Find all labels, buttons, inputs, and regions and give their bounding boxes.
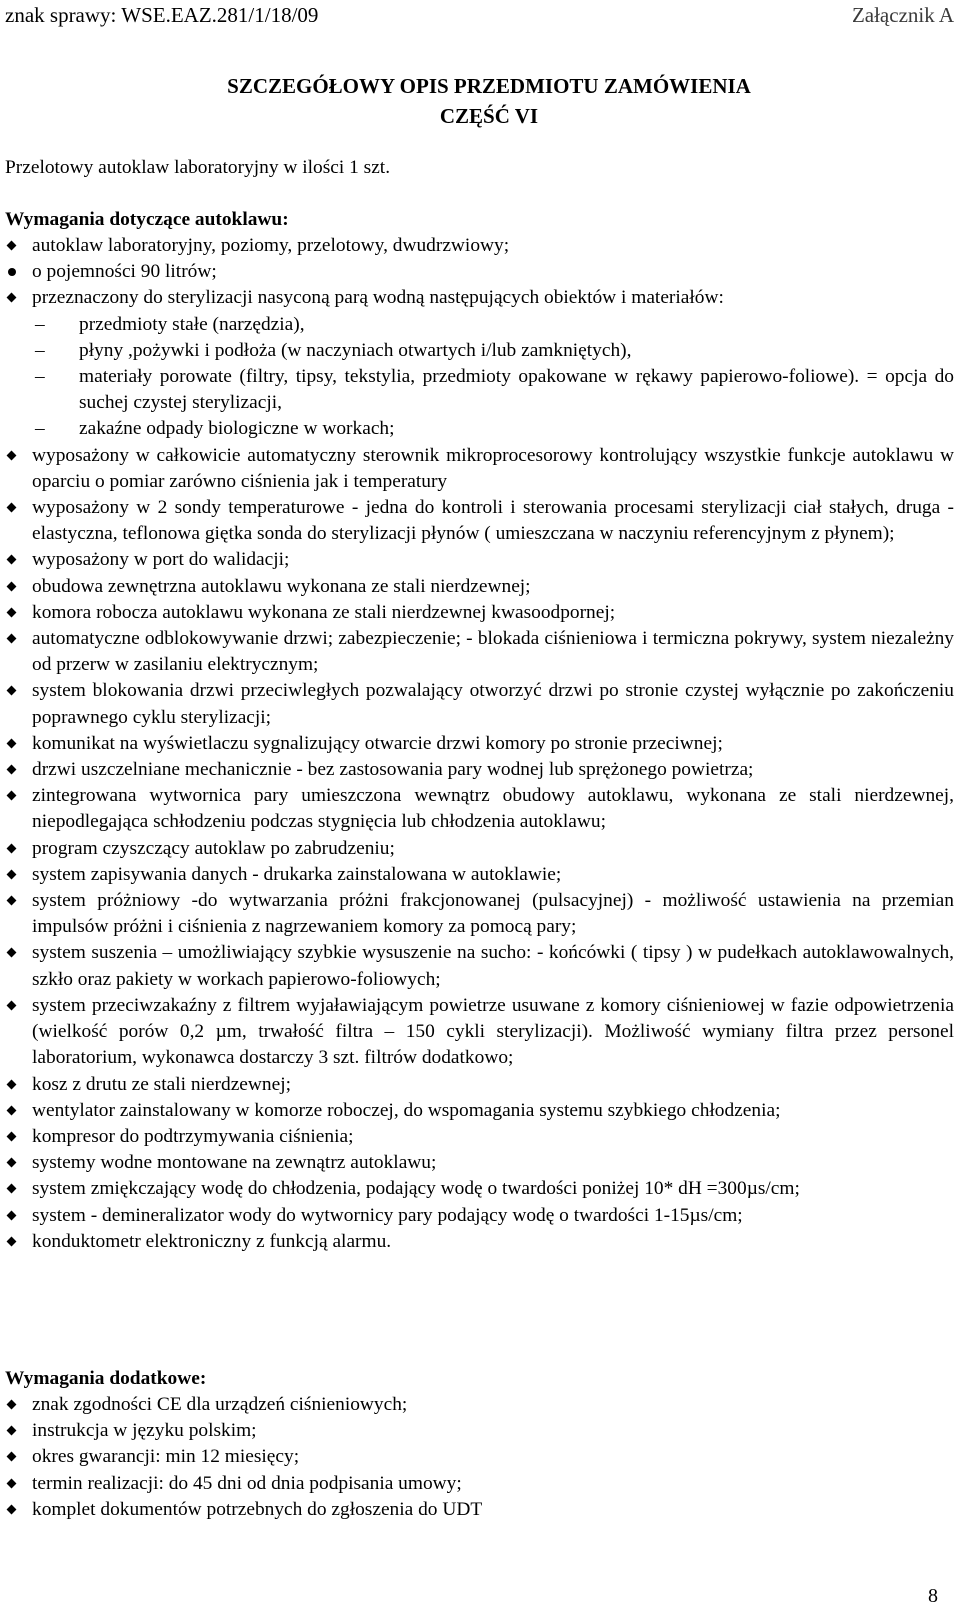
sub-list-item: – płyny ,pożywki i podłoża (w naczyniach otwartych i/lub zamkniętych), [5,338,954,364]
list-item: zintegrowana wytwornica pary umieszczona wewnątrz obudowy autoklawu, wykonana ze stali nierdzewnej, niepodlegająca schłodzeniu podczas stygnięcia lub chłodzenia autoklawu; [5,783,954,835]
list-item: wyposażony w 2 sondy temperaturowe - jedna do kontroli i sterowania procesami sterylizacji ciał stałych, druga - elastyczna, teflonowa giętka sonda do sterylizacji płynów ( umieszczana w naczyniu referencyjnym z płynem); [5,495,954,547]
list-item: automatyczne odblokowywanie drzwi; zabezpieczenie; - blokada ciśnieniowa i termiczna pokrywy, system niezależny od przerw w zasilaniu elektrycznym; [5,626,954,678]
list-item: kompresor do podtrzymywania ciśnienia; [5,1124,954,1150]
list-item: wentylator zainstalowany w komorze roboczej, do wspomagania systemu szybkiego chłodzenia; [5,1098,954,1124]
list-item: system zmiękczający wodę do chłodzenia, podający wodę o twardości poniżej 10* dH =300µs/cm; [5,1176,954,1202]
requirements-heading: Wymagania dotyczące autoklawu: [5,209,289,230]
list-item: system blokowania drzwi przeciwległych pozwalający otworzyć drzwi po stronie czystej wyłącznie po zakończeniu poprawnego cyklu sterylizacji; [5,678,954,730]
list-item: instrukcja w języku polskim; [5,1418,954,1444]
list-item: komplet dokumentów potrzebnych do zgłoszenia do UDT [5,1497,954,1523]
document-part: CZĘŚĆ VI [439,104,539,128]
list-item: wyposażony w port do walidacji; [5,547,954,573]
list-item: konduktometr elektroniczny z funkcją alarmu. [5,1229,954,1255]
additional-list [5,1392,954,1523]
list-item: system zapisywania danych - drukarka zainstalowana w autoklawie; [5,862,954,888]
sub-list-item: – przedmioty stałe (narzędzia), [5,312,954,338]
additional-heading: Wymagania dodatkowe: [5,1368,207,1389]
list-item: termin realizacji: do 45 dni od dnia podpisania umowy; [5,1471,954,1497]
list-item: znak zgodności CE dla urządzeń ciśnieniowych; [5,1392,954,1418]
list-item: o pojemności 90 litrów; [5,259,954,285]
case-number: znak sprawy: WSE.EAZ.281/1/18/09 [5,3,319,27]
page-header [5,0,954,30]
list-item: program czyszczący autoklaw po zabrudzeniu; [5,836,954,862]
list-item: wyposażony w całkowicie automatyczny sterownik mikroprocesorowy kontrolujący wszystkie funkcje autoklawu w oparciu o pomiar zarówno ciśnienia jak i temperatury [5,443,954,495]
list-item: autoklaw laboratoryjny, poziomy, przelotowy, dwudrzwiowy; [5,233,954,259]
list-item: obudowa zewnętrzna autoklawu wykonana ze stali nierdzewnej; [5,574,954,600]
list-item: komora robocza autoklawu wykonana ze stali nierdzewnej kwasoodpornej; [5,600,954,626]
list-item: drzwi uszczelniane mechanicznie - bez zastosowania pary wodnej lub sprężonego powietrza; [5,757,954,783]
list-item: komunikat na wyświetlaczu sygnalizujący otwarcie drzwi komory po stronie przeciwnej; [5,731,954,757]
subject-line: Przelotowy autoklaw laboratoryjny w ilości 1 szt. [5,157,391,178]
requirements-list [5,233,954,1255]
document-title: SZCZEGÓŁOWY OPIS PRZEDMIOTU ZAMÓWIENIA [227,74,751,98]
list-item: system próżniowy -do wytwarzania próżni frakcjonowanej (pulsacyjnej) - możliwość ustawienia na przemian impulsów próżni i ciśnienia z nagrzewaniem komory za pomocą pary; [5,888,954,940]
list-item: przeznaczony do sterylizacji nasyconą parą wodną następujących obiektów i materiałów: [5,285,954,311]
list-item: system suszenia – umożliwiający szybkie wysuszenie na sucho: - końcówki ( tipsy ) w pudełkach autoklawowalnych, szkło oraz pakiety w workach papierowo-foliowych; [5,940,954,992]
sub-list-item: – materiały porowate (filtry, tipsy, tekstylia, przedmioty opakowane w rękawy papierowo-foliowe). = opcja do suchej czystej sterylizacji, [5,364,954,416]
list-item: kosz z drutu ze stali nierdzewnej; [5,1072,954,1098]
attachment-label: Załącznik A [851,3,954,27]
sub-list-item: – zakaźne odpady biologiczne w workach; [5,416,954,442]
list-item: okres gwarancji: min 12 miesięcy; [5,1444,954,1470]
list-item: systemy wodne montowane na zewnątrz autoklawu; [5,1150,954,1176]
list-item: system przeciwzakaźny z filtrem wyjaławiającym powietrze usuwane z komory ciśnieniowej w fazie odpowietrzenia (wielkość porów 0,2 µm, trwałość filtra – 150 cykli sterylizacji). Możliwość wymiany filtra przez personel laboratorium, wykonawca dostarczy 3 szt. filtrów dodatkowo; [5,993,954,1072]
page-number: 8 [928,1585,938,1607]
list-item: system - demineralizator wody do wytwornicy pary podający wodę o twardości 1-15µs/cm; [5,1203,954,1229]
